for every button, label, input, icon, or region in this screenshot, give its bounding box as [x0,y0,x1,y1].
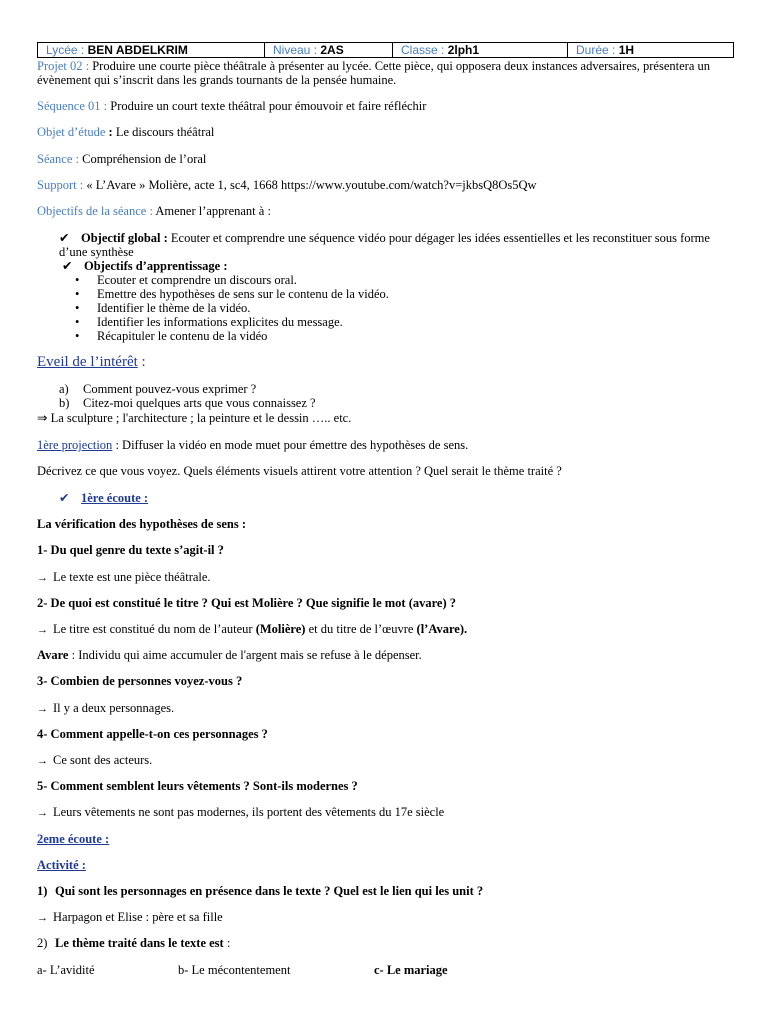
question-1: 1- Du quel genre du texte s’agit-il ? [37,543,224,557]
question-text: Citez-moi quelques arts que vous connaissez ? [83,396,316,410]
activity-question-2 [37,936,230,951]
ecoute1-label: 1ère écoute : [81,491,149,505]
lycee-value: BEN ABDELKRIM [87,43,188,57]
projection-text: : Diffuser la vidéo en mode muet pour émettre des hypothèses de sens. [112,438,469,452]
seance-line [37,152,206,167]
choice-b: b- Le mécontentement [178,963,291,977]
answer-text: Il y a deux personnages. [53,701,175,715]
answer-text: Le titre est constitué du nom de l’auteur [53,622,256,636]
answer-5 [37,805,444,820]
projet-paragraph [37,59,742,87]
objectifs-label: Objectifs de la séance : [37,204,153,218]
objectifs-apprentissage-list [37,273,389,343]
answer-bold: (Molière) [255,622,306,636]
seance-text: Compréhension de l’oral [82,152,207,166]
eveil-answer [37,410,351,426]
choice-c: c- Le mariage [374,963,448,977]
list-marker: b) [59,396,70,410]
arrow-right-icon: → [37,807,48,819]
answer-text: Harpagon et Elise : père et sa fille [53,910,223,924]
answer-3 [37,701,174,716]
implies-arrow-icon: ⇒ [37,411,48,425]
sequence-line [37,99,426,114]
list-item: • Identifier les informations explicites du message. [37,315,389,329]
arrow-right-icon: → [37,624,48,636]
objectifs-apprentissage-label: Objectifs d’apprentissage : [84,259,228,273]
question-colon: : [223,936,231,950]
question-2: 2- De quoi est constitué le titre ? Qui est Molière ? Que signifie le mot (avare) ? [37,596,457,610]
lycee-label: Lycée : [46,43,85,57]
objectifs-apprentissage-heading [62,258,228,274]
checkmark-icon: ✔ [62,259,73,273]
verification-heading: La vérification des hypothèses de sens : [37,517,247,531]
list-item: • Emettre des hypothèses de sens sur le contenu de la vidéo. [37,287,389,301]
decrivez-paragraph: Décrivez ce que vous voyez. Quels éléments visuels attirent votre attention ? Quel serait le thème traité ? [37,464,562,478]
header-table [37,42,734,58]
objet-text: Le discours théâtral [115,125,215,139]
projet-text: Produire une courte pièce théâtrale à présenter au lycée. Cette pièce, qui opposera deux instances adversaires, présentera un évènement qui s’inscrit dans les grands tournants de la pensée humaine. [37,59,710,87]
arrow-right-icon: → [37,703,48,715]
answer-text: Le texte est une pièce théâtrale. [53,570,211,584]
question-text: Qui sont les personnages en présence dans le texte ? Quel est le lien qui les unit ? [55,884,484,898]
avare-definition [37,648,422,663]
projection-label: 1ère projection [37,438,113,452]
question-4: 4- Comment appelle-t-on ces personnages ? [37,727,268,741]
eveil-question-b [59,396,316,411]
question-text: Le thème traité dans le texte est [55,936,224,950]
list-item: • Identifier le thème de la vidéo. [37,301,389,315]
question-number: 1) [37,884,48,898]
theme-choices [37,963,448,978]
header-cell-duree [568,43,734,58]
niveau-label: Niveau : [273,43,318,57]
question-5: 5- Comment semblent leurs vêtements ? Sont-ils modernes ? [37,779,358,793]
duree-value: 1H [618,43,635,57]
list-item: • Ecouter et comprendre un discours oral. [37,273,389,287]
eveil-answer-text: La sculpture ; l'architecture ; la peinture et le dessin ….. etc. [50,411,352,425]
avare-term: Avare [37,648,69,662]
projection-line [37,438,468,453]
classe-value: 2lph1 [447,43,480,57]
answer-2 [37,622,467,637]
question-3: 3- Combien de personnes voyez-vous ? [37,674,243,688]
eveil-question-a [59,382,256,397]
document-page [37,42,737,977]
objet-colon: : [105,125,113,139]
objectif-global-text: Ecouter et comprendre une séquence vidéo pour dégager les idées essentielles et les reconstituer sous forme d’une synthèse [59,231,710,259]
niveau-value: 2AS [320,43,344,57]
list-item: • Récapituler le contenu de la vidéo [37,329,389,343]
answer-bold: (l’Avare). [416,622,468,636]
header-cell-lycee [38,43,265,58]
sequence-label: Séquence 01 : [37,99,108,113]
activity-answer-1 [37,910,223,925]
answer-text: Leurs vêtements ne sont pas modernes, ils portent des vêtements du 17e siècle [53,805,445,819]
projet-label: Projet 02 : [37,59,90,73]
classe-label: Classe : [401,43,445,57]
list-marker: a) [59,382,69,396]
header-cell-classe [393,43,568,58]
answer-4 [37,753,152,768]
ecoute2-heading: 2eme écoute : [37,832,110,846]
eveil-title: Eveil de l’intérêt [37,354,138,370]
objectifs-line [37,204,271,219]
objectif-global-label: Objectif global : [81,231,168,245]
choice-a: a- L’avidité [37,963,95,977]
header-cell-niveau [265,43,393,58]
arrow-right-icon: → [37,572,48,584]
answer-text: et du titre de l’œuvre [305,622,417,636]
support-text: « L’Avare » Molière, acte 1, sc4, 1668 https://www.youtube.com/watch?v=jkbsQ8Os5Qw [86,178,537,192]
arrow-right-icon: → [37,755,48,767]
activite-heading: Activité : [37,858,86,872]
arrow-right-icon: → [37,912,48,924]
activity-question-1 [37,884,483,899]
eveil-heading [37,354,146,371]
question-number: 2) [37,936,48,950]
objectifs-text: Amener l’apprenant à : [155,204,271,218]
objectif-global [59,231,741,259]
avare-def: : Individu qui aime accumuler de l'argent mais se refuse à le dépenser. [68,648,422,662]
support-line [37,178,537,193]
duree-label: Durée : [576,43,616,57]
objet-label: Objet d’étude [37,125,106,139]
answer-1 [37,570,211,585]
answer-text: Ce sont des acteurs. [53,753,153,767]
sequence-text: Produire un court texte théâtral pour émouvoir et faire réfléchir [110,99,427,113]
ecoute1-heading [59,490,148,506]
support-label: Support : [37,178,84,192]
objet-line [37,125,214,140]
checkmark-icon: ✔ [59,491,70,505]
question-text: Comment pouvez-vous exprimer ? [83,382,257,396]
eveil-colon: : [137,354,146,370]
checkmark-icon: ✔ [59,231,70,245]
seance-label: Séance : [37,152,79,166]
